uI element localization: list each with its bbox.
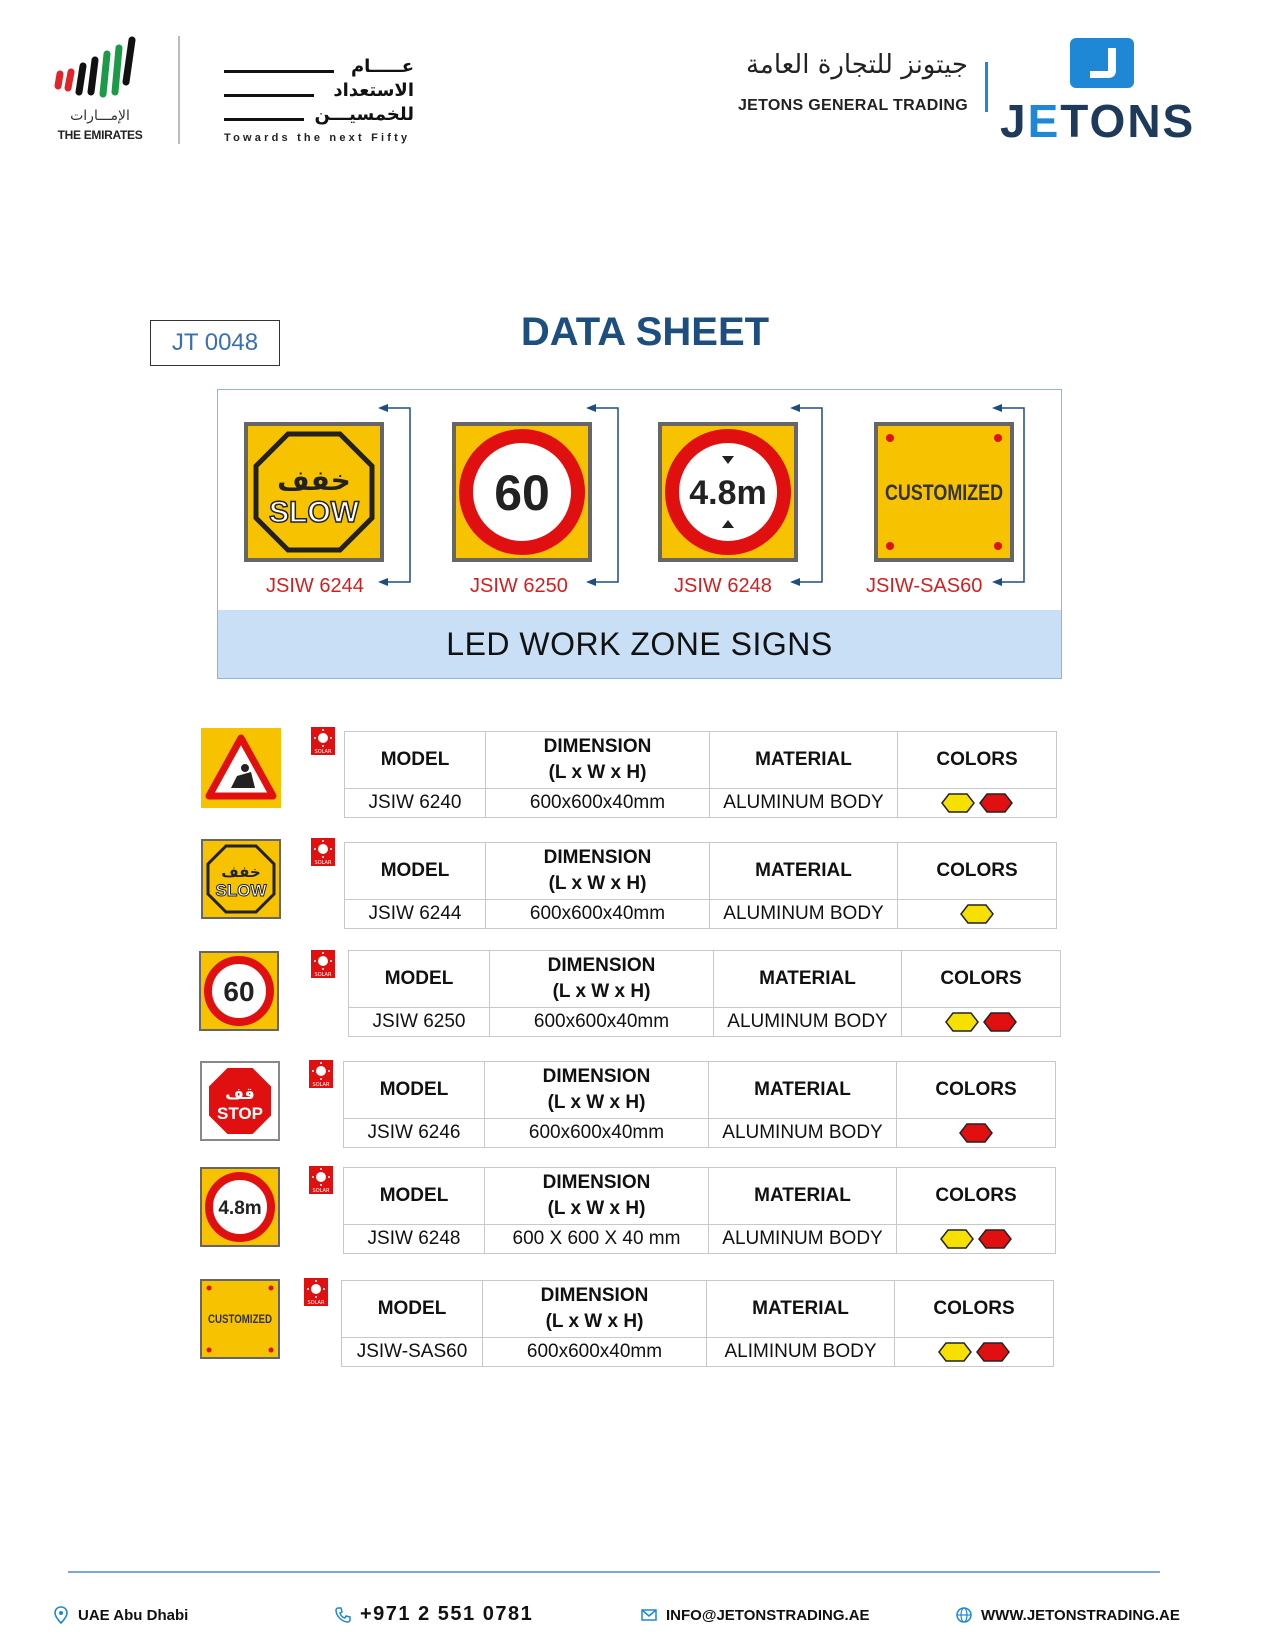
- cell-colors: [895, 1338, 1054, 1367]
- footer-location-text: UAE Abu Dhabi: [78, 1606, 189, 1624]
- jetons-j-logo-icon: [1070, 38, 1134, 88]
- cell-dimension: 600 X 600 X 40 mm: [485, 1225, 709, 1254]
- featured-customized-text: CUSTOMIZED: [885, 480, 1003, 505]
- cell-colors: [897, 1225, 1056, 1254]
- year-of-fifty-logo: [220, 52, 420, 152]
- header-colors: COLORS: [902, 951, 1061, 1008]
- solar-badge-text: SOLAR: [312, 1188, 330, 1194]
- solar-badge-text: SOLAR: [307, 1300, 325, 1306]
- header-material: MATERIAL: [714, 951, 902, 1008]
- featured-label-1: JSIW 6244: [266, 575, 364, 597]
- solar-badge-icon: [304, 1278, 328, 1306]
- yellow-color-swatch: [945, 1012, 979, 1032]
- header-colors: COLORS: [895, 1281, 1054, 1338]
- color-swatches: [959, 1123, 993, 1143]
- color-swatches: [941, 793, 1013, 813]
- jetons-wordmark-e: E: [1027, 95, 1061, 147]
- header-colors: COLORS: [897, 1168, 1056, 1225]
- cell-dimension: 600x600x40mm: [485, 1119, 709, 1148]
- jetons-wordmark-j: J: [1000, 95, 1028, 147]
- company-name-arabic: جيتونز للتجارة العامة: [745, 50, 968, 80]
- featured-label-4: JSIW-SAS60: [866, 575, 983, 597]
- header-model: MODEL: [342, 1281, 483, 1338]
- featured-60-text: 60: [494, 465, 550, 521]
- color-swatches: [940, 1229, 1012, 1249]
- product-spec-table: [344, 842, 1057, 929]
- cell-colors: [898, 900, 1057, 929]
- header-dimension: DIMENSION (L x W x H): [486, 732, 710, 789]
- cell-model: JSIW 6244: [345, 900, 486, 929]
- product-spec-table: [343, 1167, 1056, 1254]
- header-material: MATERIAL: [710, 843, 898, 900]
- footer-phone-text[interactable]: +971 2 551 0781: [360, 1603, 534, 1625]
- footer-divider: [68, 1571, 1160, 1573]
- cell-dimension: 600x600x40mm: [486, 789, 710, 818]
- footer-website[interactable]: [955, 1606, 1180, 1624]
- color-swatches: [945, 1012, 1017, 1032]
- featured-label-2: JSIW 6250: [470, 575, 568, 597]
- sign-stop-thumb: [200, 1061, 280, 1141]
- featured-arrow-4-icon: [992, 404, 1028, 586]
- header-dimension: DIMENSION (L x W x H): [486, 843, 710, 900]
- header-colors: COLORS: [898, 843, 1057, 900]
- jetons-wordmark: [1000, 94, 1195, 148]
- cell-model: JSIW 6240: [345, 789, 486, 818]
- solar-badge-icon: [311, 838, 335, 866]
- header-model: MODEL: [345, 732, 486, 789]
- yellow-color-swatch: [940, 1229, 974, 1249]
- cell-material: ALUMINUM BODY: [710, 789, 898, 818]
- cell-colors: [898, 789, 1057, 818]
- red-color-swatch: [979, 793, 1013, 813]
- featured-signs-panel: [217, 389, 1062, 679]
- solar-badge-icon: [311, 727, 335, 755]
- cell-material: ALUMINUM BODY: [714, 1008, 902, 1037]
- header-model: MODEL: [344, 1062, 485, 1119]
- yellow-color-swatch: [960, 904, 994, 924]
- company-name-english: JETONS GENERAL TRADING: [737, 97, 968, 114]
- product-spec-table: [348, 950, 1061, 1037]
- featured-slow-english: SLOW: [269, 496, 359, 529]
- yellow-color-swatch: [941, 793, 975, 813]
- panel-band-title: LED WORK ZONE SIGNS: [218, 610, 1061, 678]
- document-code: JT 0048: [150, 320, 280, 366]
- thumb-slow-arabic: خفف: [221, 863, 261, 881]
- thumb-60-text: 60: [223, 976, 255, 1007]
- thumb-stop-arabic: قف: [225, 1084, 255, 1103]
- header-material: MATERIAL: [709, 1168, 897, 1225]
- footer-location: [52, 1606, 188, 1624]
- cell-model: JSIW-SAS60: [342, 1338, 483, 1367]
- header-colors: COLORS: [897, 1062, 1056, 1119]
- fifty-arabic-line-1: عـــــام: [350, 56, 414, 77]
- header-dimension: DIMENSION (L x W x H): [490, 951, 714, 1008]
- header-dimension: DIMENSION (L x W x H): [485, 1168, 709, 1225]
- uae-emirates-logo: [50, 36, 150, 146]
- cell-material: ALUMINUM BODY: [710, 900, 898, 929]
- product-spec-table: [344, 731, 1057, 818]
- sign-men-at-work-thumb: [201, 728, 281, 808]
- header-model: MODEL: [345, 843, 486, 900]
- cell-material: ALUMINUM BODY: [709, 1119, 897, 1148]
- uae-brand-bars-icon: [54, 36, 144, 106]
- thumb-stop-english: STOP: [217, 1104, 263, 1123]
- product-spec-table: [343, 1061, 1056, 1148]
- sign-customized-thumb: [200, 1279, 280, 1359]
- solar-badge-icon: [311, 950, 335, 978]
- cell-material: ALUMINUM BODY: [709, 1225, 897, 1254]
- thumb-height-text: 4.8m: [218, 1198, 262, 1219]
- featured-arrow-2-icon: [586, 404, 622, 586]
- fifty-arabic-line-2: الاستعداد: [333, 80, 414, 101]
- featured-sign-height: [658, 422, 798, 562]
- footer-email-text[interactable]: INFO@JETONSTRADING.AE: [666, 1606, 870, 1624]
- cell-colors: [902, 1008, 1061, 1037]
- fifty-arabic-line-3: للخمسيـــن: [314, 104, 414, 125]
- header-dimension: DIMENSION (L x W x H): [483, 1281, 707, 1338]
- solar-badge-icon: [309, 1166, 333, 1194]
- page-title: DATA SHEET: [520, 310, 770, 354]
- company-divider: [985, 62, 988, 112]
- featured-label-3: JSIW 6248: [674, 575, 772, 597]
- color-swatches: [938, 1342, 1010, 1362]
- header-model: MODEL: [349, 951, 490, 1008]
- yellow-color-swatch: [938, 1342, 972, 1362]
- phone-icon: [334, 1606, 352, 1624]
- product-spec-table: [341, 1280, 1054, 1367]
- globe-icon: [955, 1606, 973, 1624]
- header-colors: COLORS: [898, 732, 1057, 789]
- cell-model: JSIW 6248: [344, 1225, 485, 1254]
- footer-email[interactable]: [640, 1606, 870, 1624]
- solar-badge-text: SOLAR: [314, 749, 332, 755]
- solar-badge-text: SOLAR: [314, 860, 332, 866]
- header-material: MATERIAL: [707, 1281, 895, 1338]
- cell-colors: [897, 1119, 1056, 1148]
- cell-dimension: 600x600x40mm: [483, 1338, 707, 1367]
- cell-model: JSIW 6246: [344, 1119, 485, 1148]
- solar-badge-icon: [309, 1060, 333, 1088]
- red-color-swatch: [983, 1012, 1017, 1032]
- uae-logo-arabic: الإمـــارات: [70, 108, 130, 124]
- featured-arrow-1-icon: [378, 404, 414, 586]
- jetons-wordmark-rest: TONS: [1060, 95, 1196, 147]
- color-swatches: [960, 904, 994, 924]
- header-model: MODEL: [344, 1168, 485, 1225]
- header-material: MATERIAL: [710, 732, 898, 789]
- featured-sign-60: [452, 422, 592, 562]
- footer-website-text[interactable]: WWW.JETONSTRADING.AE: [981, 1606, 1180, 1624]
- red-color-swatch: [959, 1123, 993, 1143]
- header-material: MATERIAL: [709, 1062, 897, 1119]
- cell-dimension: 600x600x40mm: [486, 900, 710, 929]
- thumb-customized-text: CUSTOMIZED: [208, 1312, 273, 1326]
- featured-sign-slow: [244, 422, 384, 562]
- sign-slow-thumb: [201, 839, 281, 919]
- red-color-swatch: [976, 1342, 1010, 1362]
- solar-badge-text: SOLAR: [312, 1082, 330, 1088]
- red-color-swatch: [978, 1229, 1012, 1249]
- sign-height-limit-thumb: [200, 1167, 280, 1247]
- location-pin-icon: [52, 1606, 70, 1624]
- solar-badge-text: SOLAR: [314, 972, 332, 978]
- cell-material: ALIMINUM BODY: [707, 1338, 895, 1367]
- email-icon: [640, 1606, 658, 1624]
- footer-phone[interactable]: [334, 1603, 533, 1626]
- uae-logo-english: THE EMIRATES: [57, 128, 143, 142]
- featured-slow-arabic: خفف: [277, 464, 351, 497]
- featured-arrow-3-icon: [790, 404, 826, 586]
- cell-dimension: 600x600x40mm: [490, 1008, 714, 1037]
- header-divider: [178, 36, 180, 144]
- header-dimension: DIMENSION (L x W x H): [485, 1062, 709, 1119]
- thumb-slow-english: SLOW: [215, 881, 267, 900]
- featured-height-text: 4.8m: [689, 474, 767, 512]
- sign-60-thumb: [199, 951, 279, 1031]
- cell-model: JSIW 6250: [349, 1008, 490, 1037]
- fifty-english-tagline: Towards the next Fifty: [224, 132, 411, 144]
